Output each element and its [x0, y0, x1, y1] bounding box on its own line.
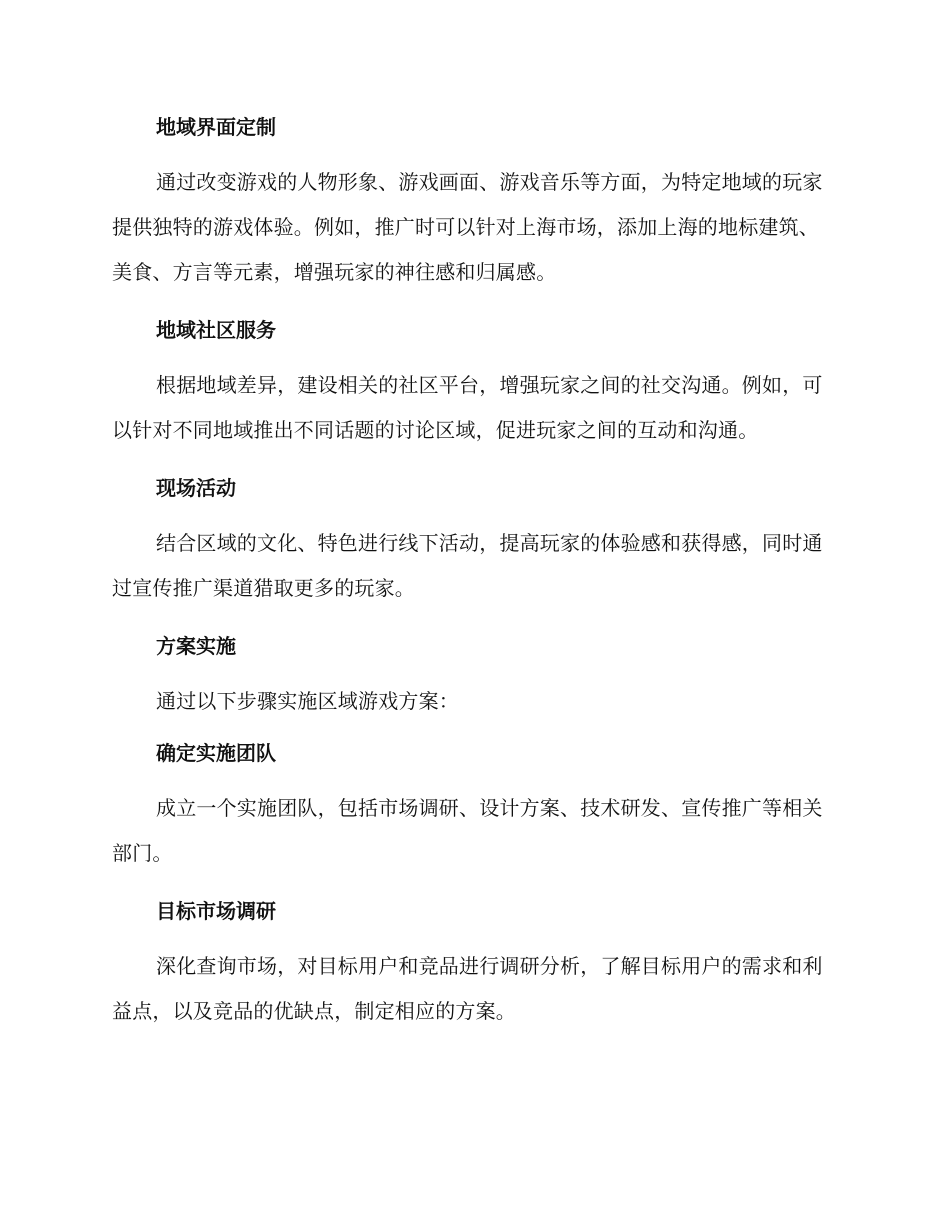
section-onsite-events — [112, 471, 838, 611]
section-paragraph: 深化查询市场，对目标用户和竞品进行调研分析，了解目标用户的需求和利益点，以及竞品的优缺点，制定相应的方案。 — [112, 954, 823, 1023]
section-paragraph: 根据地域差异，建设相关的社区平台，增强玩家之间的社交沟通。例如，可以针对不同地域推出不同话题的讨论区域，促进玩家之间的互动和沟通。 — [112, 373, 823, 442]
section-paragraph: 通过以下步骤实施区域游戏方案： — [156, 689, 459, 713]
section-paragraph: 通过改变游戏的人物形象、游戏画面、游戏音乐等方面，为特定地域的玩家提供独特的游戏体验。例如，推广时可以针对上海市场，添加上海的地标建筑、美食、方言等元素，增强玩家的神往感和归属感。 — [112, 170, 823, 284]
section-paragraph: 成立一个实施团队，包括市场调研、设计方案、技术研发、宣传推广等相关部门。 — [112, 796, 823, 865]
section-heading: 现场活动 — [156, 476, 236, 500]
section-paragraph: 结合区域的文化、特色进行线下活动，提高玩家的体验感和获得感，同时通过宣传推广渠道猎取更多的玩家。 — [112, 531, 823, 600]
section-implementation-team — [112, 736, 838, 876]
section-heading: 地域社区服务 — [156, 318, 276, 342]
section-heading: 确定实施团队 — [156, 741, 276, 765]
section-regional-interface — [112, 110, 838, 295]
section-heading: 方案实施 — [156, 634, 236, 658]
section-market-research — [112, 894, 838, 1034]
section-heading: 地域界面定制 — [156, 115, 276, 139]
section-heading: 目标市场调研 — [156, 899, 276, 923]
section-implementation — [112, 629, 838, 724]
section-regional-community — [112, 313, 838, 453]
